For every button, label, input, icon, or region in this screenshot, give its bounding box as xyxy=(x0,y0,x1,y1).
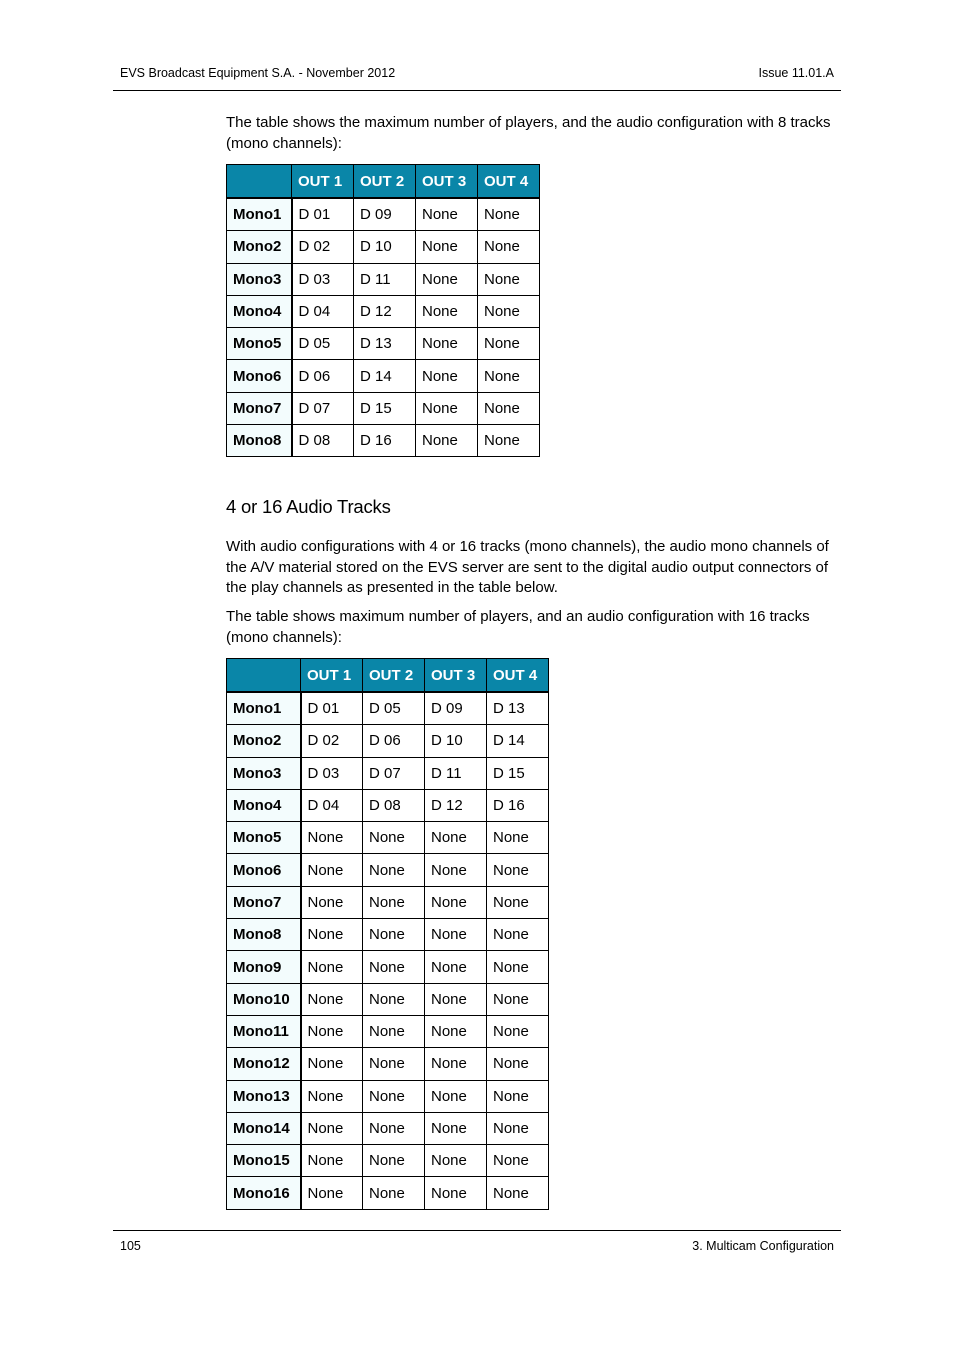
table-cell: None xyxy=(487,1048,549,1080)
column-header: OUT 1 xyxy=(292,165,354,199)
table-cell: D 03 xyxy=(292,263,354,295)
table-cell: None xyxy=(487,983,549,1015)
table-cell: None xyxy=(425,1048,487,1080)
table-cell: None xyxy=(425,1177,487,1209)
table-cell: None xyxy=(363,951,425,983)
table-cell: None xyxy=(487,854,549,886)
table-cell: None xyxy=(363,854,425,886)
table-cell: D 16 xyxy=(354,425,416,457)
table-cell: None xyxy=(425,951,487,983)
table-cell: D 06 xyxy=(292,360,354,392)
table-cell: None xyxy=(478,295,540,327)
table-cell: D 10 xyxy=(425,725,487,757)
table-row xyxy=(227,886,549,918)
table-row xyxy=(227,1177,549,1209)
table-row xyxy=(227,919,549,951)
table-cell: D 09 xyxy=(354,198,416,231)
table-cell: None xyxy=(478,425,540,457)
table-cell: D 02 xyxy=(301,725,363,757)
table-cell: None xyxy=(425,919,487,951)
row-header: Mono3 xyxy=(227,757,301,789)
table-cell: None xyxy=(425,1112,487,1144)
table-cell: None xyxy=(478,360,540,392)
table-row xyxy=(227,822,549,854)
table-cell: D 09 xyxy=(425,692,487,725)
table-cell: None xyxy=(301,886,363,918)
table-16-tracks xyxy=(226,658,549,1210)
row-header: Mono8 xyxy=(227,919,301,951)
table-row xyxy=(227,263,540,295)
table-cell: None xyxy=(301,822,363,854)
column-header: OUT 4 xyxy=(478,165,540,199)
table-cell: D 12 xyxy=(425,789,487,821)
row-header: Mono3 xyxy=(227,263,292,295)
table-cell: None xyxy=(478,328,540,360)
row-header: Mono9 xyxy=(227,951,301,983)
table-cell: D 16 xyxy=(487,789,549,821)
intro-16-tracks: With audio configurations with 4 or 16 tracks (mono channels), the audio mono channels of the A/V material stored on the EVS server are sent to the digital audio output connectors of the play channels as presented in the table below. xyxy=(226,538,829,596)
table-cell: None xyxy=(425,822,487,854)
table-cell: None xyxy=(301,1112,363,1144)
row-header: Mono8 xyxy=(227,425,292,457)
table-row xyxy=(227,1048,549,1080)
table-cell: None xyxy=(301,1080,363,1112)
table-cell: D 05 xyxy=(363,692,425,725)
table-cell: None xyxy=(425,1015,487,1047)
table-cell: D 08 xyxy=(363,789,425,821)
page-number: 105 xyxy=(120,1239,141,1253)
corner-cell xyxy=(227,659,301,693)
table-cell: D 13 xyxy=(354,328,416,360)
row-header: Mono1 xyxy=(227,692,301,725)
table-cell: None xyxy=(425,983,487,1015)
intro-8-tracks: The table shows the maximum number of players, and the audio configuration with 8 tracks (mono channels): xyxy=(226,114,831,152)
table-row xyxy=(227,1145,549,1177)
corner-cell xyxy=(227,165,292,199)
row-header: Mono2 xyxy=(227,725,301,757)
row-header: Mono13 xyxy=(227,1080,301,1112)
column-header: OUT 4 xyxy=(487,659,549,693)
table-cell: D 07 xyxy=(363,757,425,789)
row-header: Mono6 xyxy=(227,854,301,886)
table-row xyxy=(227,983,549,1015)
table-cell: D 01 xyxy=(292,198,354,231)
table-cell: D 04 xyxy=(301,789,363,821)
table-row xyxy=(227,295,540,327)
table-cell: D 10 xyxy=(354,231,416,263)
table-cell: D 14 xyxy=(354,360,416,392)
table-cell: D 12 xyxy=(354,295,416,327)
table-8-tracks xyxy=(226,164,540,457)
table-row xyxy=(227,725,549,757)
table-cell: None xyxy=(416,392,478,424)
row-header: Mono7 xyxy=(227,886,301,918)
table-cell: None xyxy=(425,1145,487,1177)
table-cell: None xyxy=(363,886,425,918)
table-cell: D 01 xyxy=(301,692,363,725)
table-cell: None xyxy=(487,919,549,951)
table-cell: D 08 xyxy=(292,425,354,457)
table-cell: None xyxy=(487,1177,549,1209)
table-cell: None xyxy=(487,1145,549,1177)
row-header: Mono14 xyxy=(227,1112,301,1144)
table-cell: None xyxy=(416,360,478,392)
table-cell: None xyxy=(487,1080,549,1112)
table-cell: None xyxy=(487,1112,549,1144)
page-header xyxy=(113,62,841,91)
row-header: Mono5 xyxy=(227,328,292,360)
table-cell: None xyxy=(363,1112,425,1144)
table-row xyxy=(227,425,540,457)
table-row xyxy=(227,231,540,263)
table-cell: D 05 xyxy=(292,328,354,360)
table-row xyxy=(227,1112,549,1144)
table-cell: None xyxy=(416,231,478,263)
table-cell: None xyxy=(363,1015,425,1047)
table-cell: None xyxy=(363,1177,425,1209)
table-cell: None xyxy=(363,1048,425,1080)
table-cell: None xyxy=(478,263,540,295)
table-cell: None xyxy=(363,1080,425,1112)
table-cell: None xyxy=(301,1145,363,1177)
table-cell: None xyxy=(487,951,549,983)
table-row xyxy=(227,854,549,886)
section-title: 4 or 16 Audio Tracks xyxy=(226,496,391,517)
table-cell: None xyxy=(478,231,540,263)
table-16-caption: The table shows maximum number of players, and an audio configuration with 16 tracks (mono channels): xyxy=(226,608,810,646)
row-header: Mono5 xyxy=(227,822,301,854)
table-cell: D 15 xyxy=(354,392,416,424)
table-cell: None xyxy=(363,822,425,854)
table-cell: None xyxy=(425,886,487,918)
header-publisher: EVS Broadcast Equipment S.A. - November 2012 xyxy=(120,66,396,80)
table-cell: None xyxy=(416,263,478,295)
table-cell: None xyxy=(487,822,549,854)
table-header-row xyxy=(227,165,540,199)
table-cell: None xyxy=(478,392,540,424)
table-cell: None xyxy=(301,854,363,886)
table-cell: None xyxy=(363,1145,425,1177)
row-header: Mono7 xyxy=(227,392,292,424)
row-header: Mono12 xyxy=(227,1048,301,1080)
table-cell: None xyxy=(301,951,363,983)
table-cell: None xyxy=(416,198,478,231)
table-cell: None xyxy=(425,1080,487,1112)
table-row xyxy=(227,392,540,424)
column-header: OUT 3 xyxy=(425,659,487,693)
table-cell: None xyxy=(487,886,549,918)
table-cell: None xyxy=(487,1015,549,1047)
table-cell: None xyxy=(301,983,363,1015)
table-cell: D 02 xyxy=(292,231,354,263)
table-cell: D 07 xyxy=(292,392,354,424)
table-cell: D 14 xyxy=(487,725,549,757)
table-cell: D 15 xyxy=(487,757,549,789)
table-row xyxy=(227,328,540,360)
chapter-title: 3. Multicam Configuration xyxy=(692,1239,834,1253)
table-row xyxy=(227,789,549,821)
table-row xyxy=(227,1080,549,1112)
table-row xyxy=(227,692,549,725)
row-header: Mono1 xyxy=(227,198,292,231)
table-cell: None xyxy=(301,1048,363,1080)
table-cell: D 04 xyxy=(292,295,354,327)
column-header: OUT 1 xyxy=(301,659,363,693)
table-cell: None xyxy=(425,854,487,886)
row-header: Mono16 xyxy=(227,1177,301,1209)
row-header: Mono4 xyxy=(227,295,292,327)
table-cell: None xyxy=(416,295,478,327)
page-footer xyxy=(113,1230,841,1253)
table-cell: None xyxy=(478,198,540,231)
row-header: Mono11 xyxy=(227,1015,301,1047)
table-row xyxy=(227,198,540,231)
table-row xyxy=(227,360,540,392)
table-cell: D 13 xyxy=(487,692,549,725)
table-cell: None xyxy=(416,328,478,360)
table-cell: D 11 xyxy=(425,757,487,789)
table-cell: None xyxy=(301,1177,363,1209)
row-header: Mono10 xyxy=(227,983,301,1015)
table-cell: None xyxy=(363,919,425,951)
table-cell: D 06 xyxy=(363,725,425,757)
table-header-row xyxy=(227,659,549,693)
table-cell: D 03 xyxy=(301,757,363,789)
table-cell: None xyxy=(416,425,478,457)
table-cell: None xyxy=(301,1015,363,1047)
row-header: Mono6 xyxy=(227,360,292,392)
table-cell: None xyxy=(301,919,363,951)
row-header: Mono2 xyxy=(227,231,292,263)
table-row xyxy=(227,757,549,789)
table-row xyxy=(227,951,549,983)
column-header: OUT 2 xyxy=(363,659,425,693)
table-row xyxy=(227,1015,549,1047)
table-cell: D 11 xyxy=(354,263,416,295)
column-header: OUT 3 xyxy=(416,165,478,199)
row-header: Mono15 xyxy=(227,1145,301,1177)
row-header: Mono4 xyxy=(227,789,301,821)
table-cell: None xyxy=(363,983,425,1015)
header-issue: Issue 11.01.A xyxy=(758,66,834,80)
column-header: OUT 2 xyxy=(354,165,416,199)
